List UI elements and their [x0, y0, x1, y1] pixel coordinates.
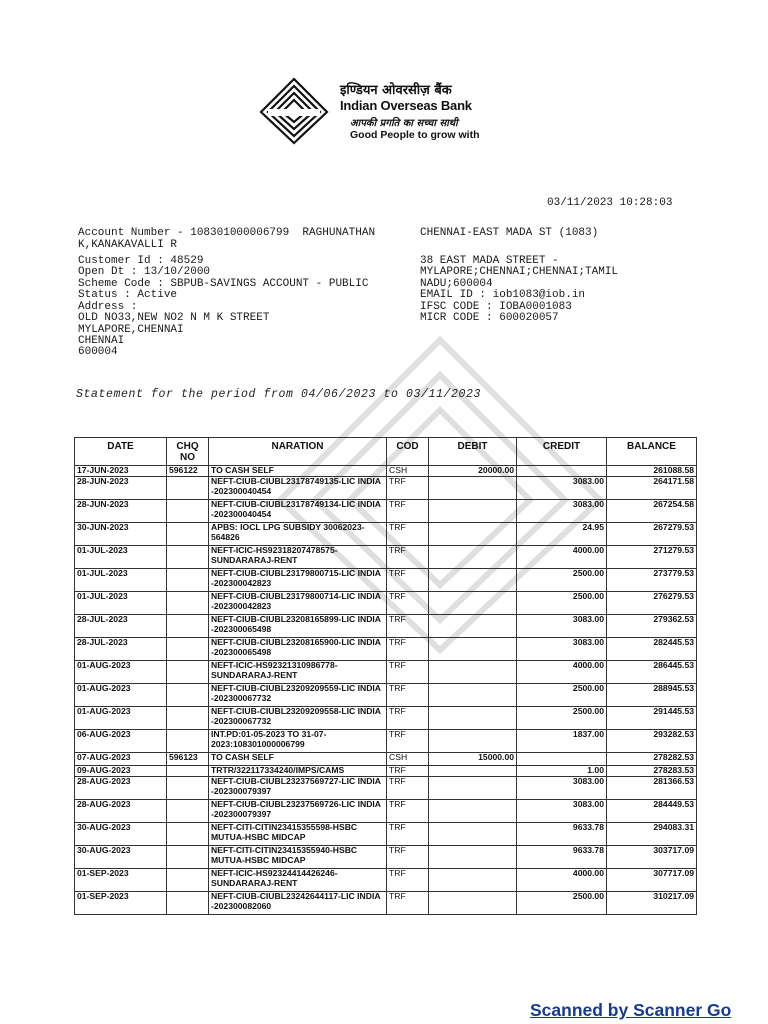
cell-naration: NEFT-CIUB-CIUBL23208165899-LIC INDIA -202300065498 [209, 615, 387, 638]
cell-debit [429, 869, 517, 892]
cell-credit: 2500.00 [517, 569, 607, 592]
cell-date: 28-JUN-2023 [75, 477, 167, 500]
cell-naration: NEFT-ICIC-HS92324414426246-SUNDARARAJ-RENT [209, 869, 387, 892]
table-row [75, 569, 697, 592]
branch-name: CHENNAI-EAST MADA ST (1083) [420, 227, 599, 239]
cell-date: 28-AUG-2023 [75, 777, 167, 800]
cell-credit [517, 753, 607, 766]
table-row [75, 592, 697, 615]
cell-naration: NEFT-CITI-CITIN23415355940-HSBC MUTUA-HSBC MIDCAP [209, 846, 387, 869]
cell-chq-no [167, 823, 209, 846]
cell-balance: 284449.53 [607, 800, 697, 823]
cell-debit [429, 730, 517, 753]
branch-micr: MICR CODE : 600020057 [420, 312, 559, 324]
cell-debit [429, 777, 517, 800]
cell-credit: 3083.00 [517, 615, 607, 638]
cell-date: 01-AUG-2023 [75, 661, 167, 684]
cell-date: 30-JUN-2023 [75, 523, 167, 546]
cell-debit [429, 500, 517, 523]
cell-cod: TRF [387, 730, 429, 753]
table-row [75, 892, 697, 915]
cell-chq-no [167, 546, 209, 569]
header-cod: COD [387, 438, 429, 466]
cell-naration: NEFT-CIUB-CIUBL23179800714-LIC INDIA -202300042823 [209, 592, 387, 615]
cell-cod: TRF [387, 592, 429, 615]
table-row [75, 466, 697, 477]
cell-credit: 9633.78 [517, 846, 607, 869]
branch-address-2: MYLAPORE;CHENNAI;CHENNAI;TAMIL [420, 266, 619, 278]
cell-date: 07-AUG-2023 [75, 753, 167, 766]
header-date: DATE [75, 438, 167, 466]
cell-debit [429, 766, 517, 777]
cell-date: 28-AUG-2023 [75, 800, 167, 823]
cell-balance: 276279.53 [607, 592, 697, 615]
table-row [75, 615, 697, 638]
address-line-4: 600004 [78, 346, 118, 358]
header-credit: CREDIT [517, 438, 607, 466]
open-date: Open Dt : 13/10/2000 [78, 266, 211, 278]
cell-balance: 291445.53 [607, 707, 697, 730]
table-row [75, 766, 697, 777]
cell-credit: 2500.00 [517, 684, 607, 707]
customer-id: Customer Id : 48529 [78, 255, 204, 267]
account-status: Status : Active [78, 289, 178, 301]
cell-credit: 4000.00 [517, 869, 607, 892]
statement-timestamp: 03/11/2023 10:28:03 [547, 197, 673, 209]
table-row [75, 730, 697, 753]
cell-credit: 9633.78 [517, 823, 607, 846]
cell-chq-no [167, 800, 209, 823]
cell-balance: 282445.53 [607, 638, 697, 661]
cell-cod: TRF [387, 569, 429, 592]
bank-name-hindi: इण्डियन ओवरसीज़ बैंक [340, 83, 452, 98]
header-debit: DEBIT [429, 438, 517, 466]
tagline: Good People to grow with [350, 129, 480, 141]
cell-naration: TRTR/322117334240/IMPS/CAMS [209, 766, 387, 777]
scanner-footer: Scanned by Scanner Go [530, 1000, 732, 1020]
cell-chq-no [167, 569, 209, 592]
cell-naration: TO CASH SELF [209, 753, 387, 766]
cell-credit: 1.00 [517, 766, 607, 777]
cell-naration: APBS: IOCL LPG SUBSIDY 30062023-564826 [209, 523, 387, 546]
account-holder-names: K,KANAKAVALLI R [78, 239, 178, 251]
cell-cod: TRF [387, 707, 429, 730]
cell-balance: 278283.53 [607, 766, 697, 777]
cell-cod: TRF [387, 477, 429, 500]
branch-email: EMAIL ID : iob1083@iob.in [420, 289, 586, 301]
account-number-line: Account Number - 108301000006799 RAGHUNATHAN [78, 227, 376, 239]
cell-debit [429, 684, 517, 707]
cell-balance: 271279.53 [607, 546, 697, 569]
cell-debit [429, 823, 517, 846]
cell-balance: 264171.58 [607, 477, 697, 500]
cell-balance: 279362.53 [607, 615, 697, 638]
cell-credit: 2500.00 [517, 592, 607, 615]
cell-credit: 3083.00 [517, 638, 607, 661]
cell-cod: TRF [387, 766, 429, 777]
cell-credit: 3083.00 [517, 500, 607, 523]
cell-balance: 267254.58 [607, 500, 697, 523]
transactions-table [74, 437, 697, 915]
cell-cod: TRF [387, 823, 429, 846]
cell-debit [429, 800, 517, 823]
cell-chq-no [167, 500, 209, 523]
cell-chq-no [167, 766, 209, 777]
cell-cod: TRF [387, 869, 429, 892]
cell-credit: 2500.00 [517, 892, 607, 915]
cell-credit: 3083.00 [517, 477, 607, 500]
address-line-2: MYLAPORE,CHENNAI [78, 324, 184, 336]
cell-debit [429, 638, 517, 661]
cell-balance: 294083.31 [607, 823, 697, 846]
table-row [75, 846, 697, 869]
cell-naration: NEFT-CIUB-CIUBL23237569727-LIC INDIA -202300079397 [209, 777, 387, 800]
cell-credit: 24.95 [517, 523, 607, 546]
cell-date: 30-AUG-2023 [75, 823, 167, 846]
cell-naration: NEFT-ICIC-HS92318207478575-SUNDARARAJ-RENT [209, 546, 387, 569]
cell-debit: 15000.00 [429, 753, 517, 766]
cell-cod: CSH [387, 753, 429, 766]
table-row [75, 753, 697, 766]
branch-address-3: NADU;600004 [420, 278, 493, 290]
scheme-code: Scheme Code : SBPUB-SAVINGS ACCOUNT - PUBLIC [78, 278, 369, 290]
cell-debit [429, 615, 517, 638]
cell-chq-no [167, 730, 209, 753]
cell-date: 01-AUG-2023 [75, 684, 167, 707]
cell-naration: NEFT-CIUB-CIUBL23178749135-LIC INDIA -202300040454 [209, 477, 387, 500]
table-row [75, 500, 697, 523]
cell-naration: TO CASH SELF [209, 466, 387, 477]
cell-naration: NEFT-CITI-CITIN23415355598-HSBC MUTUA-HSBC MIDCAP [209, 823, 387, 846]
cell-date: 01-SEP-2023 [75, 869, 167, 892]
cell-credit [517, 466, 607, 477]
cell-debit [429, 569, 517, 592]
cell-debit: 20000.00 [429, 466, 517, 477]
header-balance: BALANCE [607, 438, 697, 466]
cell-debit [429, 523, 517, 546]
cell-chq-no [167, 846, 209, 869]
cell-cod: TRF [387, 638, 429, 661]
cell-cod: TRF [387, 615, 429, 638]
cell-chq-no [167, 892, 209, 915]
table-row [75, 684, 697, 707]
cell-chq-no: 596122 [167, 466, 209, 477]
cell-balance: 261088.58 [607, 466, 697, 477]
cell-naration: NEFT-CIUB-CIUBL23237569726-LIC INDIA -202300079397 [209, 800, 387, 823]
table-row [75, 777, 697, 800]
cell-cod: TRF [387, 523, 429, 546]
table-row [75, 661, 697, 684]
cell-cod: TRF [387, 892, 429, 915]
cell-debit [429, 892, 517, 915]
cell-chq-no [167, 477, 209, 500]
header-naration: NARATION [209, 438, 387, 466]
cell-chq-no [167, 638, 209, 661]
cell-cod: TRF [387, 546, 429, 569]
cell-credit: 3083.00 [517, 800, 607, 823]
cell-naration: NEFT-ICIC-HS92321310986778-SUNDARARAJ-RENT [209, 661, 387, 684]
cell-debit [429, 477, 517, 500]
cell-date: 06-AUG-2023 [75, 730, 167, 753]
cell-date: 01-JUL-2023 [75, 546, 167, 569]
cell-credit: 1837.00 [517, 730, 607, 753]
cell-debit [429, 846, 517, 869]
iob-logo-icon [258, 76, 330, 146]
cell-balance: 303717.09 [607, 846, 697, 869]
address-line-1: OLD NO33,NEW NO2 N M K STREET [78, 312, 270, 324]
table-row [75, 638, 697, 661]
cell-balance: 293282.53 [607, 730, 697, 753]
tagline-hindi: आपकी प्रगति का सच्चा साथी [350, 118, 458, 129]
table-row [75, 800, 697, 823]
cell-date: 28-JUL-2023 [75, 615, 167, 638]
table-row [75, 546, 697, 569]
cell-credit: 2500.00 [517, 707, 607, 730]
cell-credit: 3083.00 [517, 777, 607, 800]
cell-balance: 288945.53 [607, 684, 697, 707]
bank-name: Indian Overseas Bank [340, 98, 472, 113]
cell-cod: TRF [387, 500, 429, 523]
cell-cod: TRF [387, 661, 429, 684]
cell-cod: TRF [387, 846, 429, 869]
table-row [75, 477, 697, 500]
cell-credit: 4000.00 [517, 661, 607, 684]
address-line-3: CHENNAI [78, 335, 125, 347]
cell-balance: 273779.53 [607, 569, 697, 592]
cell-chq-no [167, 615, 209, 638]
table-row [75, 523, 697, 546]
cell-chq-no [167, 592, 209, 615]
branch-address-1: 38 EAST MADA STREET - [420, 255, 559, 267]
cell-balance: 310217.09 [607, 892, 697, 915]
cell-naration: NEFT-CIUB-CIUBL23208165900-LIC INDIA -202300065498 [209, 638, 387, 661]
cell-balance: 267279.53 [607, 523, 697, 546]
cell-date: 28-JUL-2023 [75, 638, 167, 661]
cell-balance: 307717.09 [607, 869, 697, 892]
header-chq-no: CHQ NO [167, 438, 209, 466]
table-row [75, 823, 697, 846]
branch-ifsc: IFSC CODE : IOBA0001083 [420, 301, 572, 313]
cell-date: 01-JUL-2023 [75, 569, 167, 592]
cell-debit [429, 707, 517, 730]
cell-date: 30-AUG-2023 [75, 846, 167, 869]
cell-balance: 281366.53 [607, 777, 697, 800]
cell-chq-no [167, 869, 209, 892]
cell-date: 01-SEP-2023 [75, 892, 167, 915]
cell-date: 01-JUL-2023 [75, 592, 167, 615]
cell-date: 01-AUG-2023 [75, 707, 167, 730]
cell-balance: 286445.53 [607, 661, 697, 684]
cell-naration: NEFT-CIUB-CIUBL23242644117-LIC INDIA -202300082060 [209, 892, 387, 915]
cell-naration: NEFT-CIUB-CIUBL23209209558-LIC INDIA -202300067732 [209, 707, 387, 730]
cell-chq-no [167, 661, 209, 684]
cell-debit [429, 592, 517, 615]
cell-chq-no [167, 523, 209, 546]
cell-chq-no [167, 707, 209, 730]
cell-naration: NEFT-CIUB-CIUBL23179800715-LIC INDIA -202300042823 [209, 569, 387, 592]
cell-naration: INT.PD:01-05-2023 TO 31-07-2023:108301000006799 [209, 730, 387, 753]
cell-credit: 4000.00 [517, 546, 607, 569]
table-row [75, 707, 697, 730]
cell-cod: TRF [387, 800, 429, 823]
table-header-row [75, 438, 697, 466]
statement-period: Statement for the period from 04/06/2023 to 03/11/2023 [76, 388, 482, 401]
cell-cod: TRF [387, 684, 429, 707]
cell-naration: NEFT-CIUB-CIUBL23209209559-LIC INDIA -202300067732 [209, 684, 387, 707]
table-row [75, 869, 697, 892]
cell-chq-no [167, 777, 209, 800]
cell-chq-no [167, 684, 209, 707]
cell-balance: 278282.53 [607, 753, 697, 766]
cell-chq-no: 596123 [167, 753, 209, 766]
cell-debit [429, 546, 517, 569]
address-label: Address : [78, 301, 138, 313]
cell-cod: CSH [387, 466, 429, 477]
cell-naration: NEFT-CIUB-CIUBL23178749134-LIC INDIA -202300040454 [209, 500, 387, 523]
cell-cod: TRF [387, 777, 429, 800]
cell-date: 28-JUN-2023 [75, 500, 167, 523]
cell-date: 17-JUN-2023 [75, 466, 167, 477]
cell-date: 09-AUG-2023 [75, 766, 167, 777]
cell-debit [429, 661, 517, 684]
